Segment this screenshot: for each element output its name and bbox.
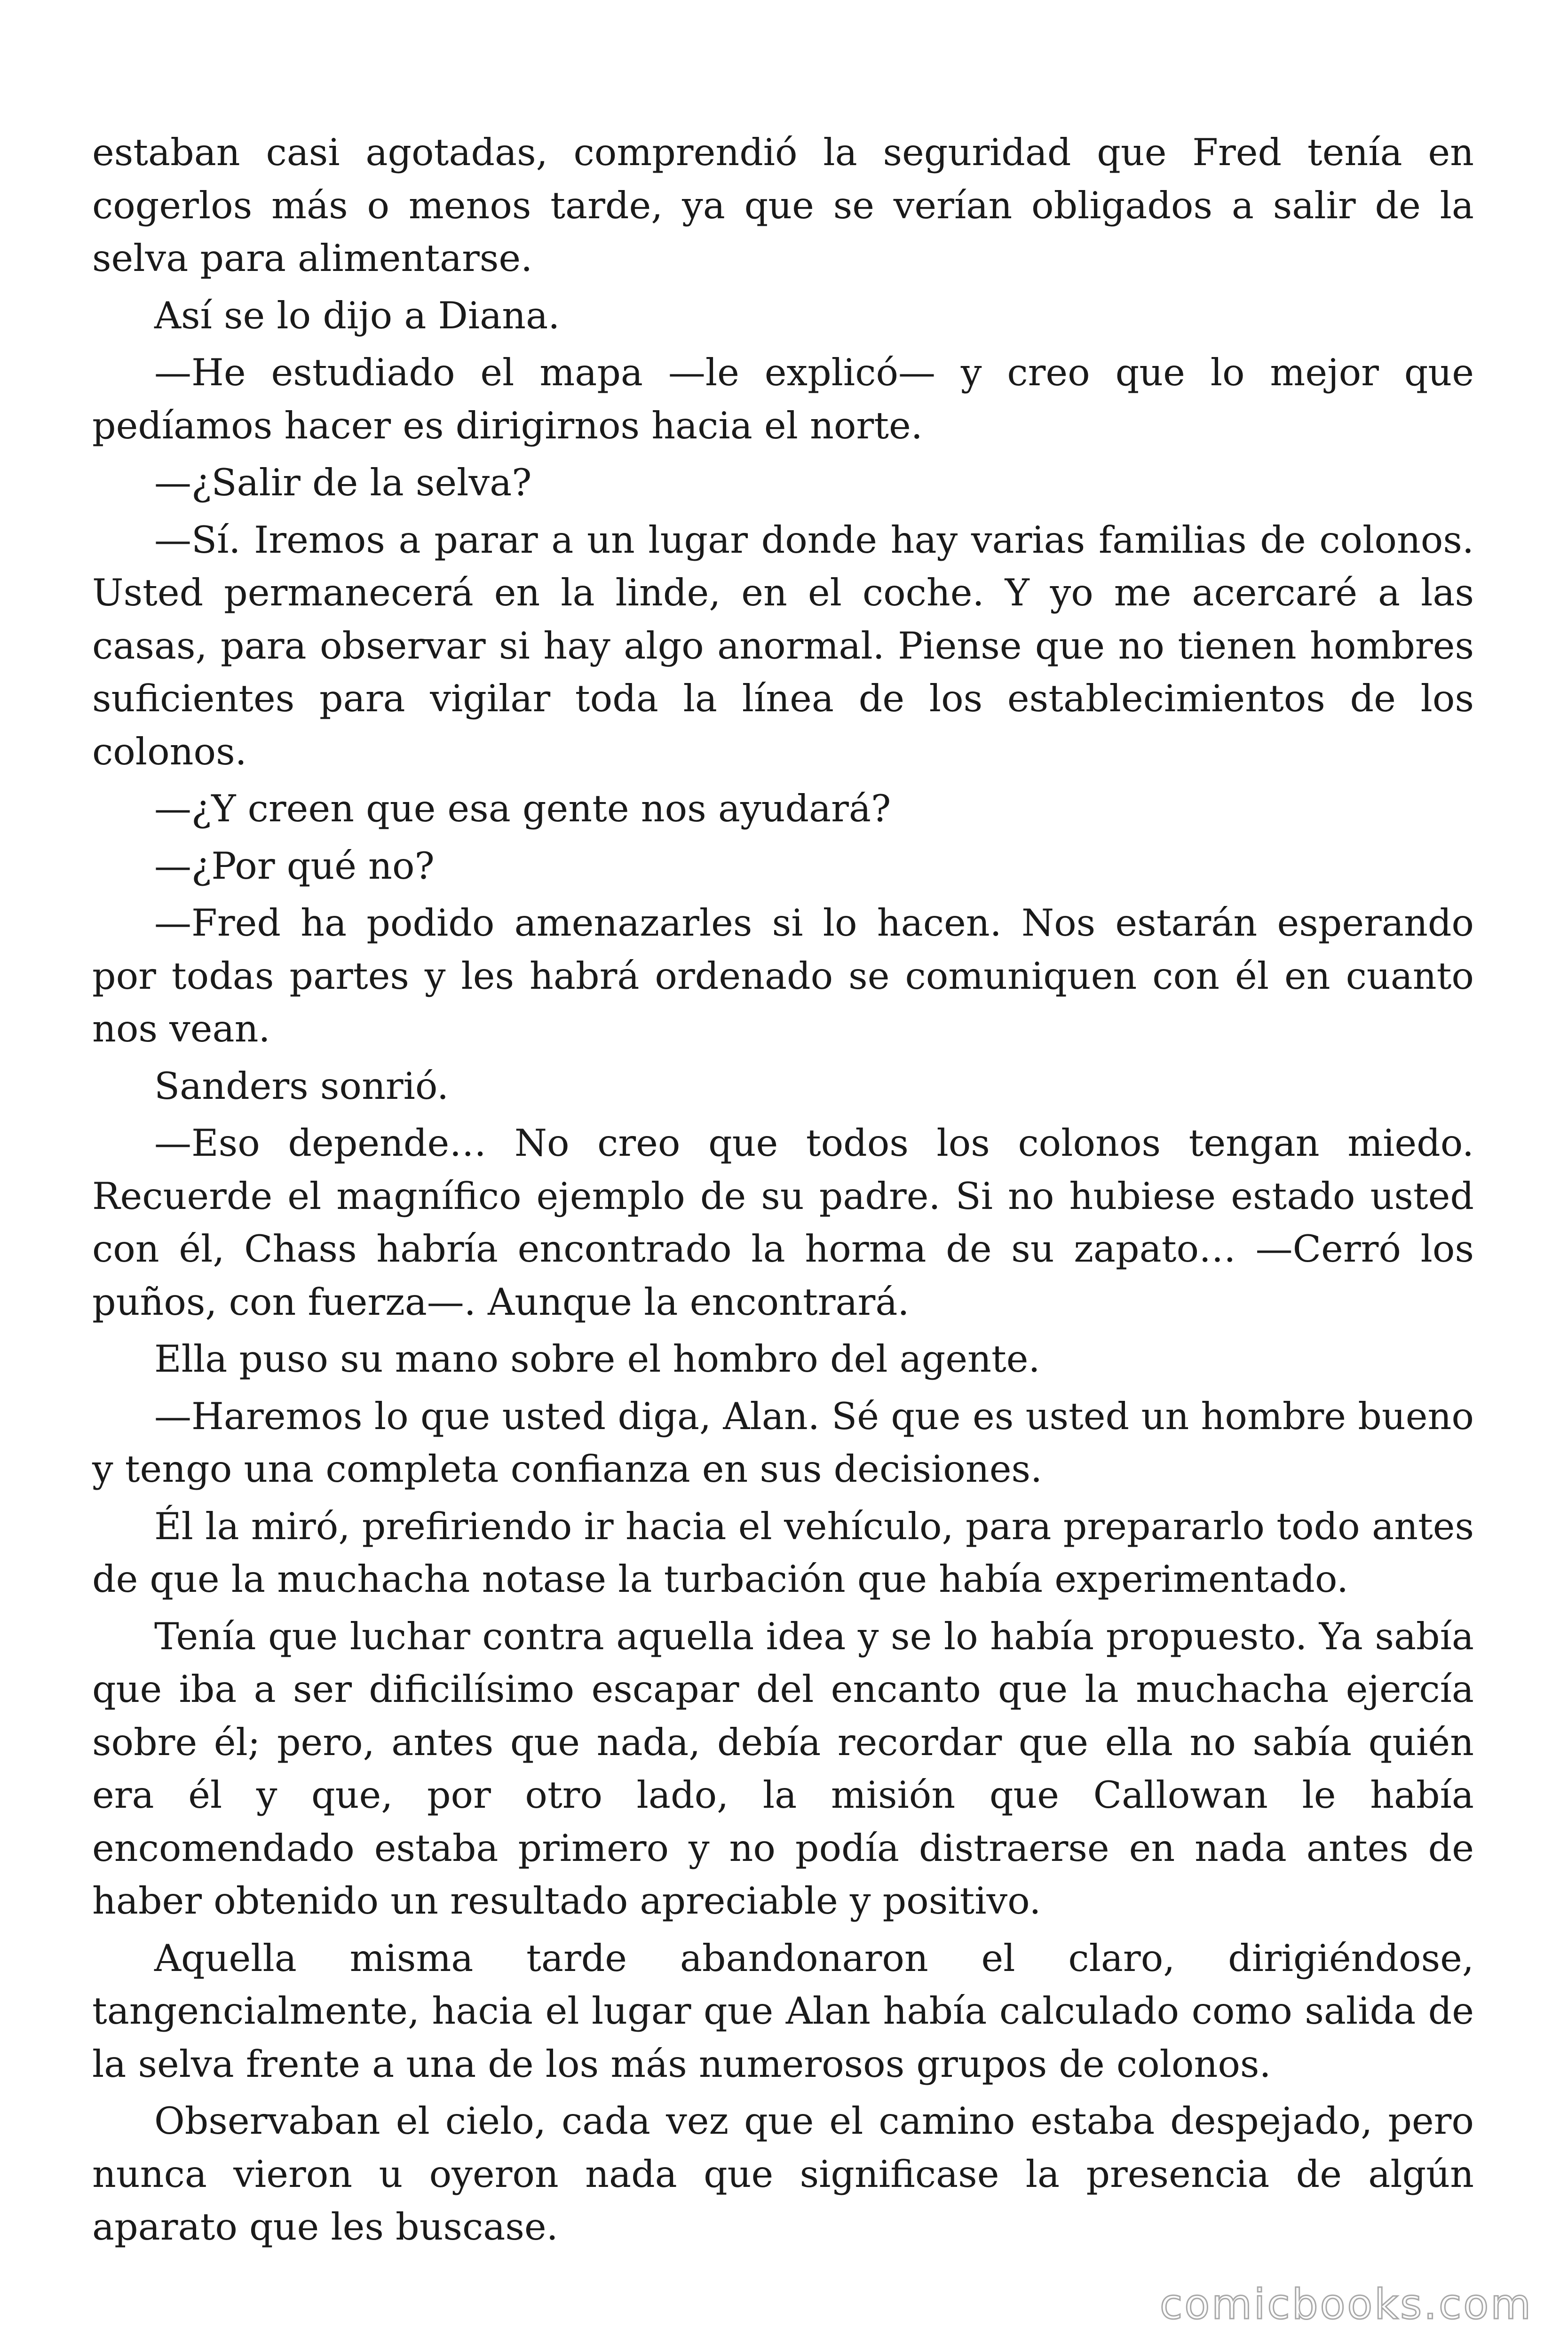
paragraph-7: —¿Por qué no?	[154, 844, 435, 888]
paragraph-11: Ella puso su mano sobre el hombro del agente.	[154, 1337, 1040, 1381]
watermark-text: comicbooks.com	[1159, 2280, 1533, 2328]
page-text-body	[92, 126, 1474, 2258]
paragraph-16: Observaban el cielo, cada vez que el camino estaba despejado, pero nunca vieron u oyeron nada que significase la presencia de algún aparato que les buscase.	[92, 2099, 1474, 2249]
paragraph-1: estaban casi agotadas, comprendió la seguridad que Fred tenía en cogerlos más o menos tarde, ya que se verían obligados a salir de la selva para alimentarse.	[92, 131, 1474, 280]
paragraph-15: Aquella misma tarde abandonaron el claro, dirigiéndose, tangencialmente, hacia el lugar que Alan había calculado como salida de la selva frente a una de los más numerosos grupos de colonos.	[92, 1936, 1474, 2086]
paragraph-13: Él la miró, prefiriendo ir hacia el vehículo, para prepararlo todo antes de que la muchacha notase la turbación que había experimentado.	[92, 1504, 1474, 1601]
paragraph-6: —¿Y creen que esa gente nos ayudará?	[154, 787, 891, 830]
paragraph-9: Sanders sonrió.	[154, 1064, 449, 1108]
paragraph-3: —He estudiado el mapa —le explicó— y creo que lo mejor que pedíamos hacer es dirigirnos hacia el norte.	[92, 351, 1474, 447]
paragraph-10: —Eso depende… No creo que todos los colonos tengan miedo. Recuerde el magnífico ejemplo de su padre. Si no hubiese estado usted con él, Chass habría encontrado la horma de su zapato… —Cerró los puños, con fuerza—. Aunque la encontrará.	[92, 1121, 1474, 1324]
paragraph-8: —Fred ha podido amenazarles si lo hacen. Nos estarán esperando por todas partes y les habrá ordenado se comuniquen con él en cuanto nos vean.	[92, 901, 1474, 1050]
paragraph-12: —Haremos lo que usted diga, Alan. Sé que es usted un hombre bueno y tengo una completa confianza en sus decisiones.	[92, 1394, 1474, 1491]
paragraph-14: Tenía que luchar contra aquella idea y se lo había propuesto. Ya sabía que iba a ser dificilísimo escapar del encanto que la muchacha ejercía sobre él; pero, antes que nada, debía recordar que ella no sabía quién era él y que, por otro lado, la misión que Callowan le había encomendado estaba primero y no podía distraerse en nada antes de haber obtenido un resultado apreciable y positivo.	[92, 1614, 1474, 1923]
paragraph-5: —Sí. Iremos a parar a un lugar donde hay varias familias de colonos. Usted permanecerá en la linde, en el coche. Y yo me acercaré a las casas, para observar si hay algo anormal. Piense que no tienen hombres suficientes para vigilar toda la línea de los establecimientos de los colonos.	[92, 518, 1474, 773]
paragraph-4: —¿Salir de la selva?	[154, 461, 532, 504]
paragraph-2: Así se lo dijo a Diana.	[154, 294, 560, 337]
